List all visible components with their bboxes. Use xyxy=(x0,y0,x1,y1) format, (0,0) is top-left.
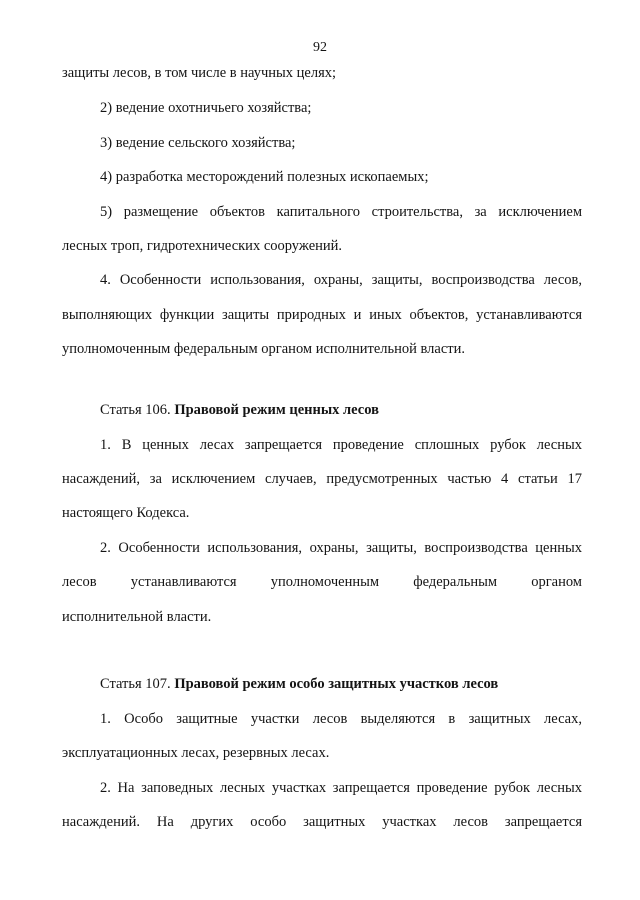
paragraph-line: 1. Особо защитные участки лесов выделяются в защитных лесах, xyxy=(100,711,582,727)
article-title: Правовой режим ценных лесов xyxy=(174,402,379,418)
text-line: защиты лесов, в том числе в научных целях; xyxy=(62,65,337,81)
article-title: Правовой режим особо защитных участков лесов xyxy=(174,676,499,692)
article-number: Статья 107. xyxy=(100,676,171,692)
paragraph-line: 2. На заповедных лесных участках запрещается проведение рубок лесных xyxy=(100,780,582,796)
paragraph-line: насаждений, за исключением случаев, предусмотренных частью 4 статьи 17 xyxy=(62,471,582,487)
article-107-heading xyxy=(100,675,582,693)
paragraph-line: исполнительной власти. xyxy=(62,609,212,625)
text-line: лесных троп, гидротехнических сооружений. xyxy=(62,238,343,254)
paragraph-line: уполномоченным федеральным органом исполнительной власти. xyxy=(62,341,465,357)
list-item: 4) разработка месторождений полезных ископаемых; xyxy=(100,169,429,185)
list-item: 5) размещение объектов капитального строительства, за исключением xyxy=(100,204,582,220)
list-item: 3) ведение сельского хозяйства; xyxy=(100,135,296,151)
paragraph-line: лесов устанавливаются уполномоченным федеральным органом xyxy=(62,574,582,590)
article-number: Статья 106. xyxy=(100,402,171,418)
paragraph-line: выполняющих функции защиты природных и иных объектов, устанавливаются xyxy=(62,307,582,323)
article-106-heading xyxy=(100,401,582,419)
paragraph-line: эксплуатационных лесах, резервных лесах. xyxy=(62,745,330,761)
paragraph-line: 2. Особенности использования, охраны, защиты, воспроизводства ценных xyxy=(100,540,582,556)
page-number: 92 xyxy=(313,40,327,55)
paragraph-line: 4. Особенности использования, охраны, защиты, воспроизводства лесов, xyxy=(100,272,582,288)
paragraph-line: настоящего Кодекса. xyxy=(62,505,190,521)
paragraph-line: 1. В ценных лесах запрещается проведение сплошных рубок лесных xyxy=(100,437,582,453)
list-item: 2) ведение охотничьего хозяйства; xyxy=(100,100,312,116)
paragraph-line: насаждений. На других особо защитных участках лесов запрещается xyxy=(62,814,582,830)
